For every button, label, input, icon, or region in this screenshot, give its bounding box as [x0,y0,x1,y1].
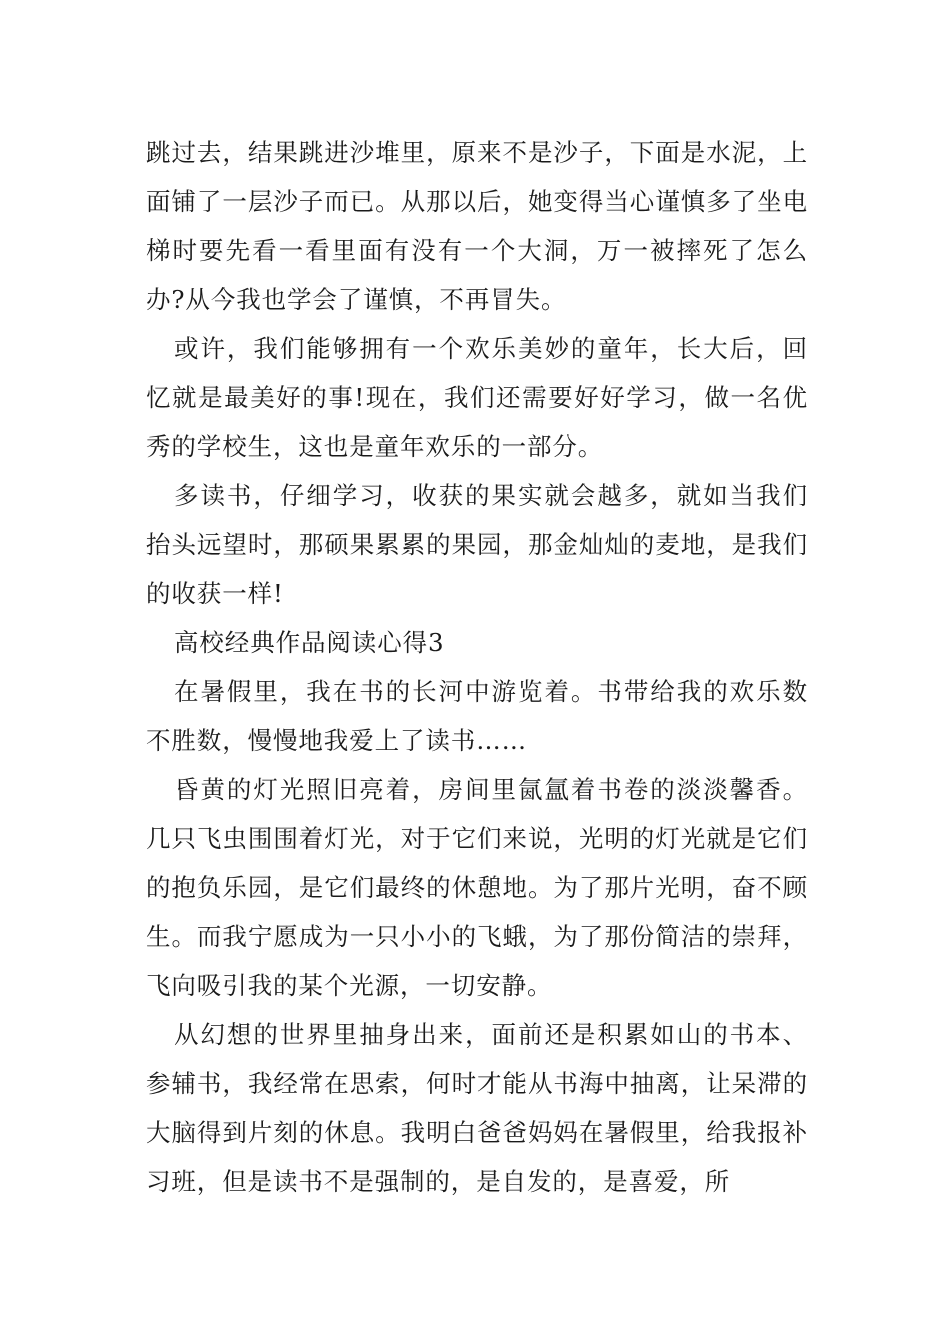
section-heading: 高校经典作品阅读心得3 [174,628,445,657]
paragraph-5: 昏黄的灯光照旧亮着，房间里氤氲着书卷的淡淡馨香。几只飞虫围围着灯光，对于它们来说，光明的灯光就是它们的抱负乐园，是它们最终的休憩地。为了那片光明，奋不顾生。而我宁愿成为一只小小的飞蛾，为了那份简洁的崇拜，飞向吸引我的某个光源，一切安静。 [146,775,808,1000]
paragraph-3: 多读书，仔细学习，收获的果实就会越多，就如当我们抬头远望时，那硕果累累的果园，那金灿灿的麦地，是我们的收获一样! [146,481,808,608]
paragraph-6: 从幻想的世界里抽身出来，面前还是积累如山的书本、参辅书，我经常在思索，何时才能从书海中抽离，让呆滞的大脑得到片刻的休息。我明白爸爸妈妈在暑假里，给我报补习班，但是读书不是强制的，是自发的，是喜爱，所 [146,1020,808,1196]
document-body [146,128,808,1206]
paragraph-2: 或许，我们能够拥有一个欢乐美妙的童年，长大后，回忆就是最美好的事!现在，我们还需要好好学习，做一名优秀的学校生，这也是童年欢乐的一部分。 [146,334,808,461]
paragraph-4: 在暑假里，我在书的长河中游览着。书带给我的欢乐数不胜数，慢慢地我爱上了读书…… [146,677,808,755]
paragraph-1: 跳过去，结果跳进沙堆里，原来不是沙子，下面是水泥，上面铺了一层沙子而已。从那以后，她变得当心谨慎多了坐电梯时要先看一看里面有没有一个大洞，万一被摔死了怎么办?从今我也学会了谨慎，不再冒失。 [146,138,808,314]
